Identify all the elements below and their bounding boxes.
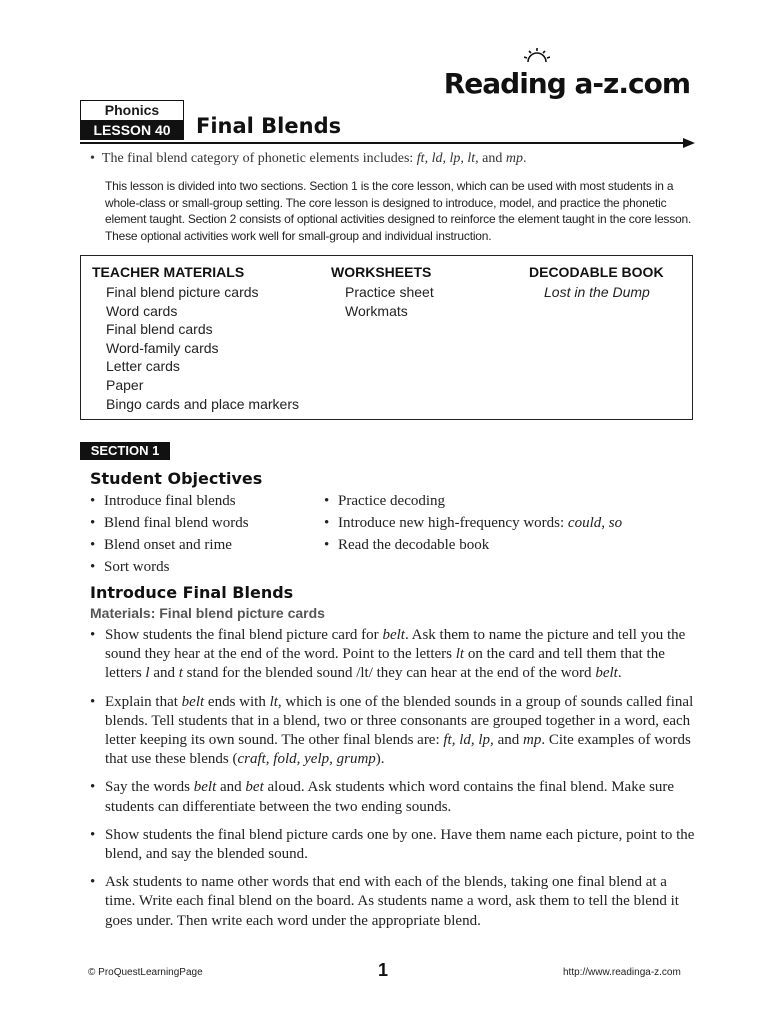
list-item: Practice sheet bbox=[345, 284, 434, 300]
list-item: • Show students the final blend picture card for belt. Ask them to name the picture and tell you the sound they hear at the end of the word. Point to the letters lt on the card and tell them that the letters l and t stand for the blended sound /lt/ they can hear at the end of the word belt. bbox=[90, 626, 698, 684]
list-item: Final blend cards bbox=[106, 321, 213, 338]
category-label: Phonics bbox=[80, 100, 184, 120]
objectives-right-list bbox=[324, 490, 694, 556]
intro-bullet: • The final blend category of phonetic elements includes: ft, ld, lp, lt, and mp. bbox=[90, 151, 527, 166]
teacher-materials-list bbox=[106, 283, 299, 413]
footer-url[interactable]: http://www.readinga-z.com bbox=[563, 967, 681, 978]
lesson-number: LESSON 40 bbox=[80, 120, 184, 140]
worksheets-list bbox=[345, 283, 434, 320]
section-tag: SECTION 1 bbox=[80, 442, 170, 460]
list-item: • Read the decodable book bbox=[324, 534, 694, 556]
list-item: Word-family cards bbox=[106, 339, 219, 356]
list-item: Final blend picture cards bbox=[106, 284, 259, 300]
objectives-heading: Student Objectives bbox=[90, 469, 263, 488]
list-item: • Say the words belt and bet aloud. Ask students which word contains the final blend. Make sure students can differentiate between the two ending sounds. bbox=[90, 778, 698, 816]
page-title: Final Blends bbox=[196, 114, 342, 138]
list-item: • Blend onset and rime bbox=[90, 534, 310, 556]
instruction-steps bbox=[90, 626, 698, 940]
list-item: • Introduce new high-frequency words: could, so bbox=[324, 512, 694, 534]
list-item: • Blend final blend words bbox=[90, 512, 310, 534]
list-item: • Ask students to name other words that end with each of the blends, taking one final blend at a time. Write each final blend on the board. As students name a word, ask them to tell the blend it goes under. Then write each word under the appropriate blend. bbox=[90, 873, 698, 931]
header-arrow-rule bbox=[80, 136, 695, 150]
sun-icon bbox=[524, 48, 550, 62]
list-item: Workmats bbox=[345, 302, 408, 319]
footer-copyright: © ProQuestLearningPage bbox=[88, 967, 203, 978]
list-item: Word cards bbox=[106, 302, 178, 319]
decodable-book-heading: DECODABLE BOOK bbox=[529, 264, 664, 280]
list-item: • Sort words bbox=[90, 556, 310, 578]
logo-text: Reading a-z.com bbox=[443, 67, 690, 100]
list-item: • Explain that belt ends with lt, which is one of the blended sounds in a group of sounds called final blends. Tell students that in a blend, two or three consonants are grouped together in a word, each letter keeping its own sound. The other final blends are: ft, ld, lp, and mp. Cite examples of words that use these blends (craft, fold, yelp, grump). bbox=[90, 693, 698, 770]
list-item: • Introduce final blends bbox=[90, 490, 310, 512]
objectives-left-list bbox=[90, 490, 310, 578]
list-item: • Show students the final blend picture cards one by one. Have them name each picture, point to the blend, and say the blended sound. bbox=[90, 826, 698, 864]
decodable-book-title: Lost in the Dump bbox=[544, 284, 650, 300]
list-item: • Practice decoding bbox=[324, 490, 694, 512]
list-item: Bingo cards and place markers bbox=[106, 395, 299, 412]
list-item: Paper bbox=[106, 376, 144, 393]
materials-line: Materials: Final blend picture cards bbox=[90, 605, 325, 621]
introduce-heading: Introduce Final Blends bbox=[90, 583, 294, 602]
list-item: Letter cards bbox=[106, 358, 180, 375]
reading-az-logo bbox=[443, 56, 690, 100]
teacher-materials-heading: TEACHER MATERIALS bbox=[92, 264, 245, 280]
worksheets-heading: WORKSHEETS bbox=[331, 264, 432, 280]
page-number: 1 bbox=[378, 960, 389, 980]
intro-paragraph: This lesson is divided into two sections. Section 1 is the core lesson, which can be used with most students in a whole-class or small-group setting. The core lesson is designed to introduce, model, and practice the phonetic element taught. Section 2 consists of optional activities designed to reinforce the element taught in the core lesson. These optional activities work well for small-group and individual instruction. bbox=[105, 179, 692, 243]
materials-table bbox=[80, 255, 693, 420]
